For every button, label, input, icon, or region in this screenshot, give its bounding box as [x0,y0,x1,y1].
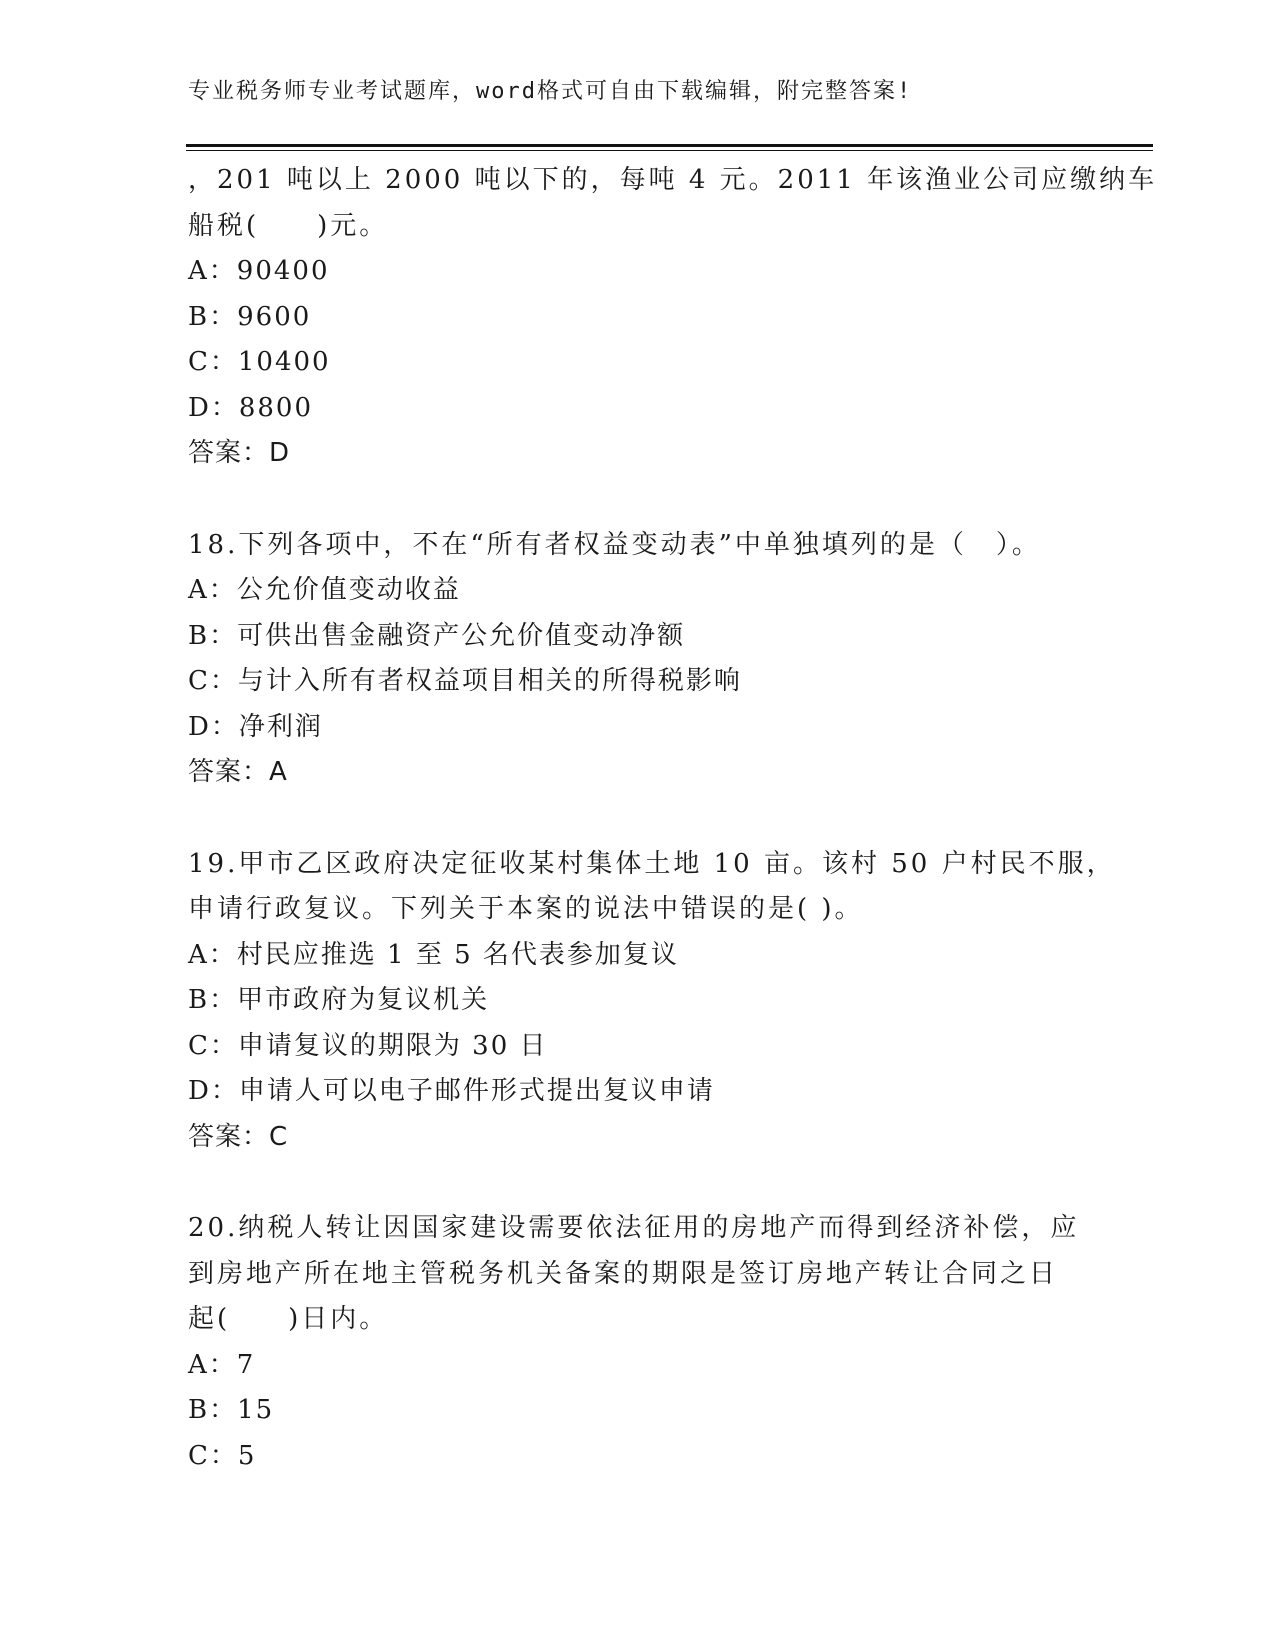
question-text-line: 20.纳税人转让因国家建设需要依法征用的房地产而得到经济补偿，应 [188,1213,1080,1243]
option-c: C：与计入所有者权益项目相关的所得税影响 [188,666,742,696]
question-block [188,523,1088,796]
answer: 答案：C [188,1121,289,1152]
option-b: B：可供出售金融资产公允价值变动净额 [188,620,686,651]
option-c: C：10400 [188,347,331,377]
option-b: B：9600 [188,301,312,332]
option-a: A：村民应推选 1 至 5 名代表参加复议 [188,939,679,970]
option-d: D：8800 [188,392,314,423]
option-b: B：15 [188,1395,275,1425]
option-a: A：90400 [188,256,330,286]
header-rule-thick [186,144,1153,147]
option-c: C：申请复议的期限为 30 日 [188,1030,548,1061]
question-block [188,1206,1088,1479]
option-a: A：公允价值变动收益 [188,575,461,605]
question-text-line: 到房地产所在地主管税务机关备案的期限是签订房地产转让合同之日 [188,1258,1059,1289]
question-text-line: 起( )日内。 [188,1304,389,1334]
option-d: D：净利润 [188,711,323,742]
answer: 答案：A [188,757,288,787]
question-block [188,158,1158,477]
question-text-line: ，201 吨以上 2000 吨以下的，每吨 4 元。2011 年该渔业公司应缴纳车 [188,165,1158,195]
answer: 答案：D [188,438,291,468]
question-text-line: 19.甲市乙区政府决定征收某村集体土地 10 亩。该村 50 户村民不服， [188,848,1116,879]
question-block [188,842,1116,1161]
option-d: D：申请人可以电子邮件形式提出复议申请 [188,1076,715,1106]
question-text-line: 18.下列各项中，不在“所有者权益变动表”中单独填列的是（ ）。 [188,529,1041,560]
header-rule-thin [186,150,1153,151]
option-a: A：7 [188,1349,256,1380]
page-header: 专业税务师专业考试题库，word格式可自由下载编辑，附完整答案! [188,79,913,104]
option-b: B：甲市政府为复议机关 [188,985,490,1015]
option-c: C：5 [188,1440,257,1471]
question-list [188,158,1158,1479]
question-text-line: 船税( )元。 [188,210,389,241]
question-text-line: 申请行政复议。下列关于本案的说法中错误的是( )。 [188,894,864,924]
